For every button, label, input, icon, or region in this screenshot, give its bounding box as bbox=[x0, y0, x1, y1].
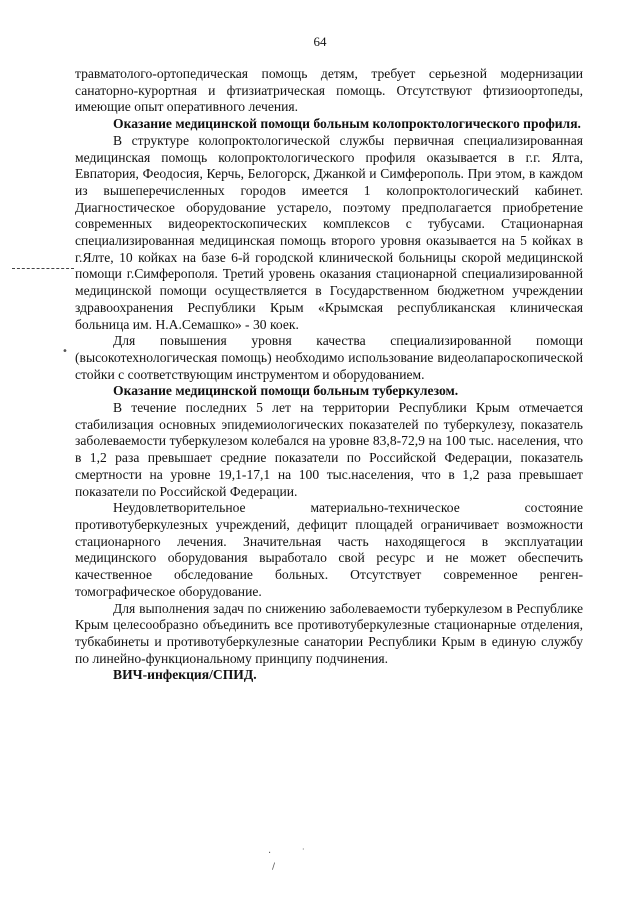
scan-dot-mark: / bbox=[272, 862, 276, 872]
heading-hiv-aids: ВИЧ-инфекция/СПИД. bbox=[113, 667, 257, 683]
document-body bbox=[75, 66, 583, 684]
paragraph-tuberculosis-statistics: В течение последних 5 лет на территории Республики Крым отмечается стабилизация основных эпидемиологических показателей по туберкулезу, показатель заболеваемости туберкулезом колебался на уровне 83,8-72,9 на 100 тыс. населения, что в 1,2 раза превышает средние показатели по Российской Федерации, показатель смертности на уровне 19,1-17,1 на 100 тыс.населения, что в 1,2 раза превышает показатели по Российской Федерации. bbox=[75, 400, 583, 499]
paragraph-orthopedic-care: травматолого-ортопедическая помощь детям, требует серьезной модернизации санаторно-курортная и фтизиатрическая помощь. Отсутствуют фтизиоортопеды, имеющие опыт оперативного лечения. bbox=[75, 66, 583, 115]
scan-dot-mark: · bbox=[302, 845, 305, 854]
scan-dash-mark bbox=[12, 268, 74, 270]
scan-dot-mark: · bbox=[268, 848, 272, 859]
page-number: 64 bbox=[313, 34, 327, 49]
paragraph-high-tech-care: Для повышения уровня качества специализированной помощи (высокотехнологическая помощь) необходимо использование видеолапароскопической стойки с соответствующим инструментом и оборудованием. bbox=[75, 333, 583, 382]
heading-coloproctology: Оказание медицинской помощи больным колопроктологического профиля. bbox=[113, 116, 581, 132]
paragraph-tuberculosis-facilities: Неудовлетворительное материально-техническое состояние противотуберкулезных учреждений, дефицит площадей ограничивает возможности стационарного лечения. Значительная часть находящегося в эксплуатации медицинского оборудования выработало свой ресурс и не может обеспечить качественное обследование больных. Отсутствует современное ренген-томографическое оборудование. bbox=[75, 500, 583, 599]
paragraph-coloproctology-service: В структуре колопроктологической службы первичная специализированная медицинская помощь колопроктологического профиля оказывается в г.г. Ялта, Евпатория, Феодосия, Керчь, Белогорск, Джанкой и Симферополь. При этом, в каждом из вышеперечисленных городов имеется 1 колопроктологический кабинет. Диагностическое оборудование устарело, поэтому предполагается приобретение современных видеоректоскопических комплексов с тубусами. Стационарная специализированная медицинская помощь второго уровня оказывается на 5 койках в г.Ялте, 10 койках на базе 6-й городской клинической больницы скорой медицинской помощи г.Симферополя. Третий уровень оказания стационарной специализированной медицинской помощи осуществляется в Государственном бюджетном учреждении здравоохранения Республики Крым «Крымская республиканская клиническая больница им. Н.А.Семашко» - 30 коек. bbox=[75, 132, 583, 332]
heading-tuberculosis: Оказание медицинской помощи больным туберкулезом. bbox=[113, 383, 459, 399]
paragraph-tuberculosis-plan: Для выполнения задач по снижению заболеваемости туберкулезом в Республике Крым целесообразно объединить все противотуберкулезные стационарные отделения, тубкабинеты и противотуберкулезные санатории Республики Крым в единую службу по линейно-функциональному принципу подчинения. bbox=[75, 600, 583, 666]
scan-bullet-mark: • bbox=[62, 346, 68, 357]
